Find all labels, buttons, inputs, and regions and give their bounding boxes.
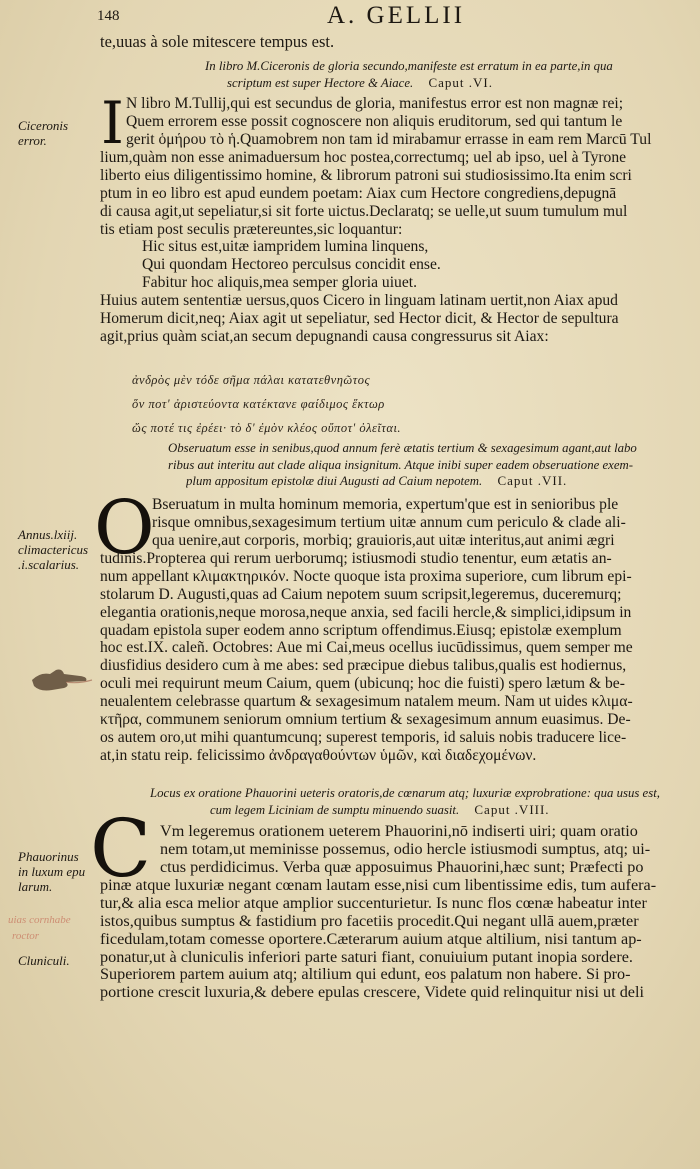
chapter-8-caput: Caput .VIII. <box>474 801 550 817</box>
chapter-7-body <box>100 550 680 765</box>
text-line: κτῆρα, communem seniorum omnium tertium & sexagesimum annum euasimus. De- <box>100 711 631 729</box>
text-line: stolarum D. Augusti,quas ad Caium nepotem suum scripsit,legeremus, duceremurq; <box>100 585 622 603</box>
chapter-8-body <box>100 877 680 1002</box>
greek-line: ἀνδρὸς μὲν τόδε σῆμα πάλαι κατατεθνηῶτος <box>132 373 371 387</box>
text-line: ponatur,ut à cluniculis inferiori parte saturi fiant, conuiuium putant inopia sordere. <box>100 948 633 966</box>
chapter-7-capped-lines <box>152 496 682 550</box>
margin-note-line: Annus.lxiij. <box>18 527 78 542</box>
text-line: num appellant κλιμακτηρικόν. Nocte quoque ista proxima superiore, cum librum epi- <box>100 567 632 585</box>
chapter-6-body <box>100 149 680 346</box>
text-line: Quem errorem esse possit cognoscere non aliquis eruditorum, sed qui tantum le <box>126 112 623 130</box>
chapter-6-caput: Caput .VI. <box>428 74 493 90</box>
faded-annotation: roctor <box>12 930 40 942</box>
margin-note-line: Ciceronis <box>18 118 69 133</box>
margin-note-cluniculi <box>18 953 98 968</box>
verse-line: Qui quondam Hectoreo perculsus concidit ense. <box>142 256 441 274</box>
chapter-7-heading <box>168 440 688 490</box>
chapter-6-drop-cap: I <box>101 89 124 157</box>
greek-line: ὥς ποτέ τις ἐρέει· τὸ δ' ἐμὸν κλέος οὔποτ' ὀλεῖται. <box>132 421 402 435</box>
verse-line: Fabitur hoc aliquis,mea semper gloria uiuet. <box>142 274 417 292</box>
text-line: pinæ atque luxuriæ negant cœnam lautam esse,nisi cum libentissime edis, tum aufera- <box>100 877 657 894</box>
text-line: elegantia orationis,neque morosa,neque anxia, sed facili hercle,& simplici,idipsum in <box>100 603 632 621</box>
margin-note-line: Phauorinus <box>18 849 79 864</box>
text-line: istos,quibus sumptus & fastidium pro facetiis procedit.Qui negant ullā auem,præter <box>100 912 639 930</box>
text-line: risque omnibus,sexagesimum tertium uitæ annum cum periculo & clade ali- <box>152 513 626 531</box>
margin-note-line: larum. <box>18 879 53 894</box>
text-line: Huius autem sententiæ uersus,quos Cicero in linguam latinam uertit,non Aiax apud <box>100 292 618 310</box>
page-number: 148 <box>97 8 120 24</box>
chapter-6-heading <box>205 58 700 91</box>
text-line: agit,prius quàm sciat,an secum depugnandi causa congressurus sit Aiax: <box>100 327 549 345</box>
text-line: liberto eius diligentissimo homine, & librorum patroni sui studiosissimo.Ita enim scri <box>100 166 632 184</box>
text-line: nem totam,ut meminisse possemus, odio hercle istiusmodi sumptus, atq; ui- <box>160 840 651 858</box>
margin-note-line: in luxum epu <box>18 864 86 879</box>
chapter-8-heading-line: Locus ex oratione Phauorini ueteris oratoris,de cœnarum atq; luxuriæ exprobratione: qua usus est, <box>150 786 660 800</box>
chapter-6-heading-line: scriptum est super Hectore & Aiace. <box>227 75 414 90</box>
margin-note-ciceronis <box>18 118 98 148</box>
text-line: neualentem celebrasse quartum & sexagesimum natalem meum. Nam ut uides κλιμα- <box>100 693 633 711</box>
chapter-7-drop-cap: O <box>94 485 155 571</box>
top-line-block <box>100 33 680 51</box>
margin-note-annus <box>18 527 98 572</box>
greek-line: ὅν ποτ' ἀριστεύοντα κατέκτανε φαίδιμος ἕκτωρ <box>132 397 385 411</box>
text-line: Bseruatum in multa hominum memoria, expertum'que est in senioribus ple <box>152 496 619 513</box>
text-line: tis etiam post seculis prætereuntes,sic loquantur: <box>100 220 403 238</box>
text-line: diusfidius desidero cum à me abes: sed præcipue diebus talibus,qualis est hodiernus, <box>100 657 627 675</box>
text-line: ctus perdidicimus. Verba quæ apposuimus Phauorini,hæc sunt; Præfecti po <box>160 858 644 876</box>
chapter-8-heading <box>150 785 670 818</box>
chapter-7-heading-line: Obseruatum esse in senibus,quod annum ferè ætatis tertium & sexagesimum agant,aut labo <box>168 441 637 455</box>
margin-note-line: error. <box>18 133 47 148</box>
faded-annotation: uias cornhabe <box>8 914 71 926</box>
text-line: lium,quàm non esse animaduersum hoc postea,correctumq; uel ab ipso, uel à Tyrone <box>100 149 627 166</box>
text-line: tudinis.Propterea qui rerum uerborumq; istiusmodi studio tenentur, eum ætatis an- <box>100 550 612 567</box>
text-line: Homerum dicit,neq; Aiax agit ut sepeliatur, sed Hector dicit, & Hector de sepultura <box>100 310 619 328</box>
text-line: di causa agit,ut sepeliatur,si sit forte uictus.Declaratq; se uelle,ut suum tumulum mul <box>100 202 628 220</box>
margin-note-phauorinus <box>18 849 98 894</box>
text-line: hoc est.IX. caleñ. Octobres: Aue mi Cai,meus ocellus iucūdissimus, quem semper me <box>100 639 633 657</box>
text-line: N libro M.Tullij,qui est secundus de gloria, manifestus error est non magnæ rei; <box>126 95 624 112</box>
chapter-8-capped-lines <box>160 823 682 877</box>
margin-note-line: .i.scalarius. <box>18 557 80 572</box>
chapter-8-drop-cap: C <box>90 802 152 895</box>
verse-line: Hic situs est,uitæ iampridem lumina linquens, <box>142 238 429 256</box>
text-line: Superiorem partem auium atq; altilium qui edunt, eos palatum non habere. Si pro- <box>100 966 631 984</box>
margin-note-line: climactericus <box>18 542 89 557</box>
text-line: tur,& alia esca melior atque amplior succenturietur. Is nunc flos cœnæ habeatur inter <box>100 894 647 912</box>
text-line: os autem oro,ut mihi quantumcunq; superest temporis, id saluis nobis traducere lice- <box>100 728 627 746</box>
text-line: gerit ὁμήρου τὸ ἡ.Quamobrem non tam id mirabamur errasse in eam rem Marcū Tul <box>126 130 652 148</box>
chapter-7-heading-line: plum appositum epistolæ diui Augusti ad Caium nepotem. <box>186 474 483 488</box>
text-line: ptum in eo libro est apud eundem poetam: Aiax cum Hectore congrediens,depugnā <box>100 184 617 202</box>
pointing-hand-icon <box>26 660 96 702</box>
greek-verses <box>132 368 672 440</box>
chapter-7-heading-line: ribus aut interitu aut clade aliqua insignitum. Atque inibi super eadem obseruatione exem- <box>168 457 634 472</box>
text-line: ficedulam,totam comesse oportere.Cæterarum auium atque altilium, nisi tantum ap- <box>100 930 642 948</box>
text-line: portione crescit luxuria,& debere epulas crescere, Videte quid relinquitur nisi ut deli <box>100 984 644 1002</box>
running-head: A. GELLII <box>327 2 466 29</box>
text-line: oculi mei requirunt meum Caium, quem (ubicunq; hoc die fuisti) spero lætum & be- <box>100 675 625 693</box>
text-line: at,in statu reip. felicissimo ἀνδραγαθούντων ὑμῶν, καὶ διαδεχομένων. <box>100 746 537 764</box>
chapter-6-heading-line: In libro M.Ciceronis de gloria secundo,manifeste est erratum in ea parte,in qua <box>205 59 613 73</box>
margin-note-line: Cluniculi. <box>18 953 70 968</box>
text-line: qua uenire,aut corporis, morbiq; grauioris,aut uitæ interitus,aut animi ægri <box>152 531 615 549</box>
text-line: quadam epistola super eodem anno scriptum offendimus.Eiusq; epistolæ exemplum <box>100 621 622 639</box>
chapter-7-caput: Caput .VII. <box>497 473 568 488</box>
page-header <box>97 2 687 32</box>
top-line: te,uuas à sole mitescere tempus est. <box>100 33 335 51</box>
chapter-8-heading-line: cum legem Liciniam de sumptu minuendo suasit. <box>210 802 460 817</box>
text-line: Vm legeremus orationem ueterem Phauorini,nō indiserti uiri; quam oratio <box>160 823 638 840</box>
chapter-6-capped-lines <box>126 95 682 149</box>
